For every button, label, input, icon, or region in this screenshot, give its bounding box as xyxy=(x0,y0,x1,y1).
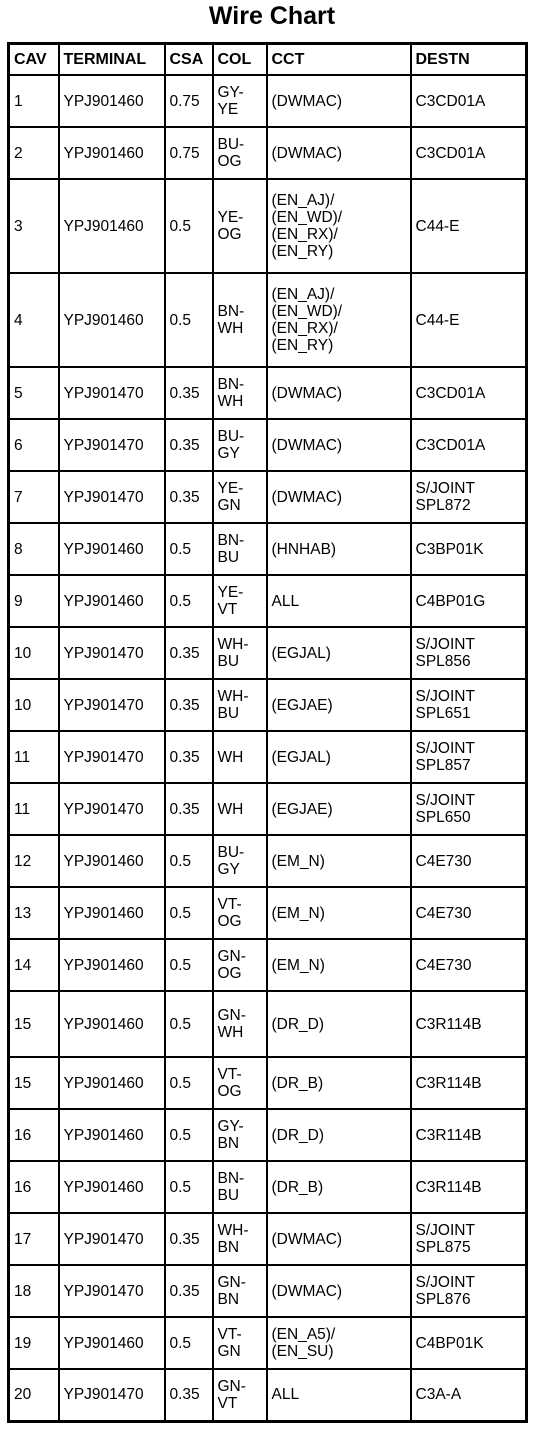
table-row xyxy=(9,939,527,991)
cav-cell: 11 xyxy=(9,731,59,783)
cct-cell xyxy=(267,991,411,1057)
cct-cell-line: (DWMAC) xyxy=(271,488,343,506)
col-cell-line: BU- xyxy=(217,428,245,445)
cav-cell: 5 xyxy=(9,367,59,419)
terminal-cell: YPJ901470 xyxy=(59,1369,165,1421)
cav-cell: 8 xyxy=(9,523,59,575)
destn-cell-line: C3CD01A xyxy=(415,384,486,402)
col-cell xyxy=(213,471,267,523)
cct-cell xyxy=(267,471,411,523)
table-row xyxy=(9,679,527,731)
terminal-cell: YPJ901460 xyxy=(59,179,165,273)
table-row xyxy=(9,75,527,127)
csa-cell: 0.5 xyxy=(165,1109,213,1161)
col-cell-line: GY- xyxy=(217,84,244,101)
table-row xyxy=(9,1057,527,1109)
cct-cell-line: (DWMAC) xyxy=(271,1282,343,1300)
cct-cell-line: (EN_WD)/ xyxy=(271,209,343,226)
cct-cell-line: (EGJAL) xyxy=(271,748,331,766)
cct-cell-line: (HNHAB) xyxy=(271,540,337,558)
cct-cell-line: (EN_RX)/ xyxy=(271,226,338,243)
column-header-destn: DESTN xyxy=(411,44,527,76)
col-cell-line: VT- xyxy=(217,896,242,913)
destn-cell xyxy=(411,1213,527,1265)
terminal-cell: YPJ901460 xyxy=(59,887,165,939)
destn-cell-line: SPL876 xyxy=(415,1291,471,1308)
destn-cell-line: SPL857 xyxy=(415,757,471,774)
col-cell-line: GN- xyxy=(217,1274,246,1291)
col-cell xyxy=(213,835,267,887)
col-cell-line: BU xyxy=(217,653,240,670)
col-cell xyxy=(213,367,267,419)
terminal-cell: YPJ901460 xyxy=(59,1161,165,1213)
col-cell-line: YE- xyxy=(217,584,244,601)
cav-cell: 10 xyxy=(9,679,59,731)
cct-cell-line: (EM_N) xyxy=(271,956,325,974)
table-row xyxy=(9,1265,527,1317)
cct-cell-line: (EN_AJ)/ xyxy=(271,286,335,303)
col-cell-line: OG xyxy=(217,1083,242,1100)
col-cell xyxy=(213,783,267,835)
csa-cell: 0.35 xyxy=(165,471,213,523)
col-cell xyxy=(213,1161,267,1213)
table-row xyxy=(9,783,527,835)
destn-cell xyxy=(411,1109,527,1161)
csa-cell: 0.35 xyxy=(165,731,213,783)
col-cell-line: BN- xyxy=(217,532,245,549)
destn-cell xyxy=(411,523,527,575)
col-cell-line: BN xyxy=(217,1291,240,1308)
terminal-cell: YPJ901470 xyxy=(59,471,165,523)
column-header-cav: CAV xyxy=(9,44,59,76)
destn-cell xyxy=(411,471,527,523)
col-cell xyxy=(213,1369,267,1421)
col-cell-line: BU xyxy=(217,1187,240,1204)
terminal-cell: YPJ901460 xyxy=(59,75,165,127)
col-cell xyxy=(213,679,267,731)
cct-cell xyxy=(267,179,411,273)
destn-cell xyxy=(411,179,527,273)
col-cell-line: YE- xyxy=(217,480,244,497)
cav-cell: 13 xyxy=(9,887,59,939)
destn-cell-line: S/JOINT xyxy=(415,1274,475,1291)
cct-cell xyxy=(267,575,411,627)
terminal-cell: YPJ901470 xyxy=(59,419,165,471)
destn-cell xyxy=(411,991,527,1057)
col-cell-line: WH- xyxy=(217,1222,249,1239)
csa-cell: 0.5 xyxy=(165,523,213,575)
csa-cell: 0.35 xyxy=(165,783,213,835)
table-body xyxy=(9,75,527,1421)
col-cell xyxy=(213,75,267,127)
cav-cell: 1 xyxy=(9,75,59,127)
table-row xyxy=(9,523,527,575)
terminal-cell: YPJ901460 xyxy=(59,523,165,575)
col-cell-line: WH xyxy=(217,1024,244,1041)
destn-cell xyxy=(411,1265,527,1317)
col-cell-line: WH xyxy=(217,393,244,410)
csa-cell: 0.5 xyxy=(165,991,213,1057)
cct-cell xyxy=(267,1317,411,1369)
table-row xyxy=(9,419,527,471)
col-cell-line: BU- xyxy=(217,844,245,861)
col-cell-line: YE xyxy=(217,101,239,118)
cct-cell xyxy=(267,75,411,127)
destn-cell xyxy=(411,419,527,471)
terminal-cell: YPJ901470 xyxy=(59,367,165,419)
csa-cell: 0.5 xyxy=(165,1057,213,1109)
terminal-cell: YPJ901460 xyxy=(59,1109,165,1161)
destn-cell xyxy=(411,835,527,887)
terminal-cell: YPJ901470 xyxy=(59,731,165,783)
csa-cell: 0.5 xyxy=(165,887,213,939)
cct-cell xyxy=(267,887,411,939)
cct-cell-line: (DR_D) xyxy=(271,1126,325,1144)
destn-cell-line: C3CD01A xyxy=(415,92,486,110)
col-cell-line: GN xyxy=(217,497,241,514)
destn-cell xyxy=(411,1369,527,1421)
table-row xyxy=(9,991,527,1057)
table-row xyxy=(9,627,527,679)
col-cell-line: GY xyxy=(217,861,240,878)
destn-cell-line: C4BP01K xyxy=(415,1334,484,1352)
destn-cell xyxy=(411,75,527,127)
col-cell-line: BN xyxy=(217,1135,240,1152)
destn-cell-line: C4BP01G xyxy=(415,592,486,610)
col-cell-line: BU xyxy=(217,549,240,566)
cct-cell-line: (DR_B) xyxy=(271,1074,324,1092)
destn-cell-line: C3R114B xyxy=(415,1178,482,1196)
col-cell-line: WH xyxy=(217,320,244,337)
terminal-cell: YPJ901460 xyxy=(59,939,165,991)
terminal-cell: YPJ901470 xyxy=(59,1213,165,1265)
cct-cell-line: (EGJAL) xyxy=(271,644,331,662)
terminal-cell: YPJ901460 xyxy=(59,1057,165,1109)
table-row xyxy=(9,1213,527,1265)
col-cell-line: YE- xyxy=(217,209,244,226)
cct-cell-line: (EM_N) xyxy=(271,904,325,922)
destn-cell xyxy=(411,679,527,731)
cav-cell: 3 xyxy=(9,179,59,273)
csa-cell: 0.5 xyxy=(165,273,213,367)
cct-cell-line: (DWMAC) xyxy=(271,384,343,402)
csa-cell: 0.5 xyxy=(165,179,213,273)
cct-cell-line: (DWMAC) xyxy=(271,436,343,454)
destn-cell xyxy=(411,127,527,179)
cct-cell xyxy=(267,731,411,783)
cav-cell: 16 xyxy=(9,1161,59,1213)
cav-cell: 17 xyxy=(9,1213,59,1265)
terminal-cell: YPJ901470 xyxy=(59,679,165,731)
cct-cell-line: (EN_RY) xyxy=(271,337,334,354)
destn-cell-line: C4E730 xyxy=(415,956,472,974)
col-cell xyxy=(213,939,267,991)
csa-cell: 0.35 xyxy=(165,679,213,731)
cav-cell: 7 xyxy=(9,471,59,523)
col-cell-line: BN- xyxy=(217,303,245,320)
col-cell-line: WH xyxy=(217,748,244,766)
cct-cell xyxy=(267,1161,411,1213)
cav-cell: 6 xyxy=(9,419,59,471)
destn-cell-line: SPL875 xyxy=(415,1239,471,1256)
destn-cell-line: SPL651 xyxy=(415,705,471,722)
terminal-cell: YPJ901470 xyxy=(59,627,165,679)
table-row xyxy=(9,575,527,627)
destn-cell-line: C3R114B xyxy=(415,1126,482,1144)
col-cell-line: BN- xyxy=(217,1170,245,1187)
terminal-cell: YPJ901470 xyxy=(59,783,165,835)
cct-cell-line: ALL xyxy=(271,1386,300,1404)
cct-cell xyxy=(267,367,411,419)
col-cell-line: OG xyxy=(217,913,242,930)
cav-cell: 15 xyxy=(9,991,59,1057)
table-row xyxy=(9,179,527,273)
cct-cell-line: (EN_RX)/ xyxy=(271,320,338,337)
col-cell xyxy=(213,991,267,1057)
destn-cell-line: S/JOINT xyxy=(415,792,475,809)
col-cell-line: GY xyxy=(217,445,240,462)
column-header-terminal: TERMINAL xyxy=(59,44,165,76)
cav-cell: 11 xyxy=(9,783,59,835)
cav-cell: 2 xyxy=(9,127,59,179)
col-cell xyxy=(213,1265,267,1317)
destn-cell-line: S/JOINT xyxy=(415,688,475,705)
cct-cell xyxy=(267,627,411,679)
wire-chart-table xyxy=(7,42,528,1423)
col-cell-line: BN xyxy=(217,1239,240,1256)
col-cell xyxy=(213,419,267,471)
cct-cell-line: (EN_RY) xyxy=(271,243,334,260)
cct-cell xyxy=(267,1109,411,1161)
col-cell-line: GN- xyxy=(217,1007,246,1024)
col-cell xyxy=(213,523,267,575)
col-cell-line: GY- xyxy=(217,1118,244,1135)
csa-cell: 0.35 xyxy=(165,367,213,419)
cav-cell: 16 xyxy=(9,1109,59,1161)
destn-cell xyxy=(411,783,527,835)
destn-cell xyxy=(411,575,527,627)
column-header-col: COL xyxy=(213,44,267,76)
destn-cell-line: C3A-A xyxy=(415,1386,462,1404)
col-cell xyxy=(213,273,267,367)
cct-cell-line: (EGJAE) xyxy=(271,696,333,714)
col-cell-line: VT- xyxy=(217,1066,242,1083)
cct-cell xyxy=(267,783,411,835)
terminal-cell: YPJ901460 xyxy=(59,835,165,887)
col-cell xyxy=(213,179,267,273)
csa-cell: 0.5 xyxy=(165,1161,213,1213)
terminal-cell: YPJ901460 xyxy=(59,575,165,627)
cct-cell-line: (EGJAE) xyxy=(271,800,333,818)
col-cell xyxy=(213,1109,267,1161)
table-row xyxy=(9,127,527,179)
terminal-cell: YPJ901460 xyxy=(59,273,165,367)
destn-cell-line: S/JOINT xyxy=(415,740,475,757)
cct-cell-line: (EN_WD)/ xyxy=(271,303,343,320)
terminal-cell: YPJ901460 xyxy=(59,127,165,179)
col-cell-line: WH- xyxy=(217,636,249,653)
col-cell xyxy=(213,127,267,179)
col-cell xyxy=(213,1057,267,1109)
cav-cell: 14 xyxy=(9,939,59,991)
table-row xyxy=(9,835,527,887)
csa-cell: 0.75 xyxy=(165,127,213,179)
col-cell-line: OG xyxy=(217,965,242,982)
column-header-cct: CCT xyxy=(267,44,411,76)
csa-cell: 0.35 xyxy=(165,627,213,679)
destn-cell xyxy=(411,1057,527,1109)
cct-cell xyxy=(267,273,411,367)
col-cell xyxy=(213,887,267,939)
col-cell-line: VT- xyxy=(217,1326,242,1343)
destn-cell xyxy=(411,367,527,419)
csa-cell: 0.35 xyxy=(165,1369,213,1421)
destn-cell xyxy=(411,1317,527,1369)
destn-cell-line: C4E730 xyxy=(415,852,472,870)
destn-cell xyxy=(411,887,527,939)
column-header-csa: CSA xyxy=(165,44,213,76)
destn-cell-line: C3CD01A xyxy=(415,144,486,162)
destn-cell xyxy=(411,1161,527,1213)
col-cell-line: WH- xyxy=(217,688,249,705)
csa-cell: 0.5 xyxy=(165,939,213,991)
terminal-cell: YPJ901460 xyxy=(59,1317,165,1369)
csa-cell: 0.5 xyxy=(165,835,213,887)
destn-cell-line: C44-E xyxy=(415,217,460,235)
cct-cell xyxy=(267,939,411,991)
cav-cell: 19 xyxy=(9,1317,59,1369)
destn-cell-line: C3R114B xyxy=(415,1074,482,1092)
destn-cell-line: SPL650 xyxy=(415,809,471,826)
cct-cell-line: (DWMAC) xyxy=(271,144,343,162)
csa-cell: 0.75 xyxy=(165,75,213,127)
cct-cell xyxy=(267,1265,411,1317)
destn-cell xyxy=(411,627,527,679)
cct-cell xyxy=(267,1369,411,1421)
cct-cell-line: (EN_AJ)/ xyxy=(271,192,335,209)
table-row xyxy=(9,1109,527,1161)
cct-cell xyxy=(267,523,411,575)
cct-cell-line: (DWMAC) xyxy=(271,1230,343,1248)
table-row xyxy=(9,1369,527,1421)
cav-cell: 9 xyxy=(9,575,59,627)
cct-cell xyxy=(267,679,411,731)
col-cell-line: GN- xyxy=(217,948,246,965)
header-row xyxy=(9,44,527,76)
csa-cell: 0.5 xyxy=(165,575,213,627)
col-cell-line: BU- xyxy=(217,136,245,153)
csa-cell: 0.35 xyxy=(165,1213,213,1265)
destn-cell xyxy=(411,273,527,367)
col-cell-line: OG xyxy=(217,226,242,243)
cct-cell xyxy=(267,419,411,471)
destn-cell-line: C3R114B xyxy=(415,1015,482,1033)
col-cell xyxy=(213,731,267,783)
col-cell-line: BN- xyxy=(217,376,245,393)
cav-cell: 18 xyxy=(9,1265,59,1317)
cct-cell-line: (EM_N) xyxy=(271,852,325,870)
destn-cell-line: S/JOINT xyxy=(415,636,475,653)
cct-cell xyxy=(267,1213,411,1265)
destn-cell-line: S/JOINT xyxy=(415,480,475,497)
cct-cell xyxy=(267,835,411,887)
cct-cell-line: (EN_SU) xyxy=(271,1343,334,1360)
col-cell xyxy=(213,575,267,627)
col-cell-line: VT xyxy=(217,601,238,618)
cav-cell: 10 xyxy=(9,627,59,679)
col-cell xyxy=(213,627,267,679)
cct-cell-line: (EN_A5)/ xyxy=(271,1326,336,1343)
col-cell-line: BU xyxy=(217,705,240,722)
cct-cell-line: ALL xyxy=(271,592,300,610)
col-cell-line: GN- xyxy=(217,1377,246,1395)
table-row xyxy=(9,367,527,419)
table-row xyxy=(9,731,527,783)
cct-cell xyxy=(267,127,411,179)
destn-cell-line: C3CD01A xyxy=(415,436,486,454)
destn-cell-line: C4E730 xyxy=(415,904,472,922)
csa-cell: 0.35 xyxy=(165,419,213,471)
csa-cell: 0.5 xyxy=(165,1317,213,1369)
terminal-cell: YPJ901460 xyxy=(59,991,165,1057)
cct-cell xyxy=(267,1057,411,1109)
csa-cell: 0.35 xyxy=(165,1265,213,1317)
terminal-cell: YPJ901470 xyxy=(59,1265,165,1317)
cct-cell-line: (DR_D) xyxy=(271,1015,325,1033)
table-row xyxy=(9,273,527,367)
destn-cell-line: SPL872 xyxy=(415,497,471,514)
table-row xyxy=(9,1161,527,1213)
destn-cell xyxy=(411,731,527,783)
col-cell-line: WH xyxy=(217,800,244,818)
col-cell-line: VT xyxy=(217,1394,238,1412)
destn-cell xyxy=(411,939,527,991)
col-cell-line: GN xyxy=(217,1343,241,1360)
cav-cell: 4 xyxy=(9,273,59,367)
col-cell xyxy=(213,1213,267,1265)
cav-cell: 20 xyxy=(9,1369,59,1421)
table-row xyxy=(9,471,527,523)
destn-cell-line: C44-E xyxy=(415,311,460,329)
cct-cell-line: (DR_B) xyxy=(271,1178,324,1196)
page-title: Wire Chart xyxy=(208,2,336,30)
cav-cell: 15 xyxy=(9,1057,59,1109)
cav-cell: 12 xyxy=(9,835,59,887)
destn-cell-line: S/JOINT xyxy=(415,1222,475,1239)
table-row xyxy=(9,1317,527,1369)
destn-cell-line: SPL856 xyxy=(415,653,471,670)
destn-cell-line: C3BP01K xyxy=(415,540,484,558)
col-cell-line: OG xyxy=(217,153,242,170)
table-row xyxy=(9,887,527,939)
col-cell xyxy=(213,1317,267,1369)
cct-cell-line: (DWMAC) xyxy=(271,92,343,110)
